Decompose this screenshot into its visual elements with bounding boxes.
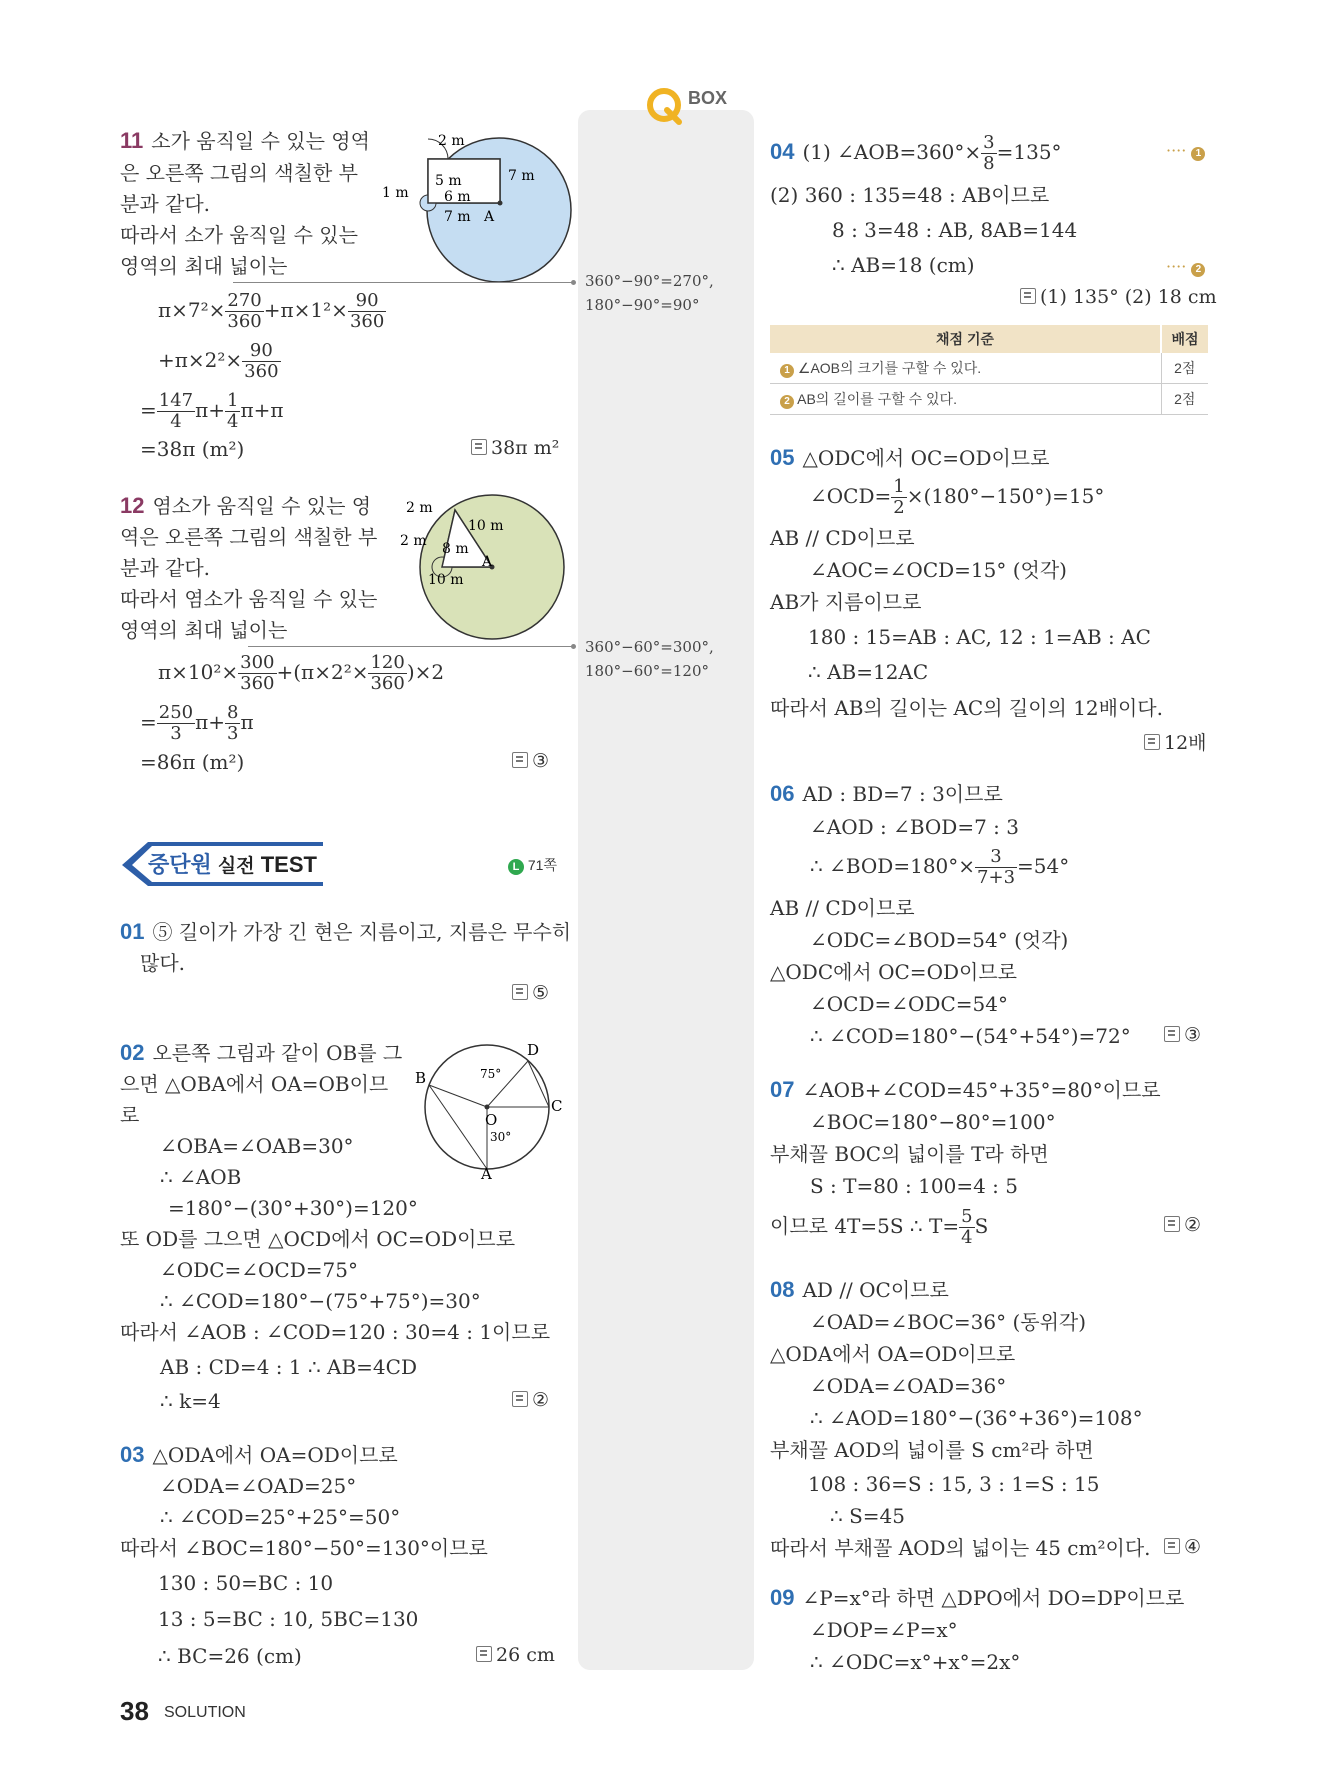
q11-fig-label-g: A [484,209,495,225]
section-ref: L 71쪽 [508,855,557,875]
q11-eq2: +π×2²× $\frac{90}{360}$ [158,340,279,382]
q12-fig-label-e: 10 m [428,572,464,588]
q12-connector-line [248,646,573,647]
q11-line3: 분과 같다. [120,192,210,216]
q12-line4: 따라서 염소가 움직일 수 있는 [120,587,378,611]
q05-line8: 따라서 AB의 길이는 AC의 길이의 12배이다. [770,696,1163,720]
q12-fig-label-f: A [482,554,493,570]
ref-icon: L [508,859,524,875]
criteria-header: 채점 기준 [770,325,1161,353]
q01-answer: ⑤ [512,982,549,1004]
q08-line9: 따라서 부채꼴 AOD의 넓이는 45 cm²이다. [770,1536,1151,1560]
q02-line5: ∴ ∠AOB [160,1165,242,1189]
q08-line8: ∴ S=45 [830,1504,905,1528]
q07-line4: S : T=80 : 100=4 : 5 [810,1174,1018,1198]
q08-line4: ∠ODA=∠OAD=36° [810,1374,1007,1398]
q02-fig-angle1: 75° [480,1067,502,1081]
q11-answer: 38π m² [471,437,559,459]
section-header [118,838,328,888]
q03-line4: 따라서 ∠BOC=180°−50°=130°이므로 [120,1536,488,1560]
q12-answer: ③ [512,750,549,772]
section-title-2: 실전 [217,856,255,877]
q03-line5: 130 : 50=BC : 10 [158,1571,334,1595]
q04-step1-marker: ···· 1 [1166,141,1205,161]
q11-side-note1: 360°−90°=270°, [585,272,714,290]
q06-line7: ∠OCD=∠ODC=54° [810,992,1008,1016]
q12-fig-label-d: 8 m [442,541,469,557]
answer-icon [471,439,487,455]
q08-answer: ④ [1164,1536,1201,1558]
q07-line3: 부채꼴 BOC의 넓이를 T라 하면 [770,1142,1049,1166]
answer-icon [1164,1026,1180,1042]
q02-line6: =180°−(30°+30°)=120° [168,1196,418,1220]
q04-answer: (1) 135° (2) 18 cm [1020,286,1217,308]
q12-side-note1: 360°−60°=300°, [585,638,714,656]
q11-eq3: = $\frac{147}{4}$ π+ $\frac{1}{4}$ π+π [140,390,284,432]
q04-step2-marker: ···· 2 [1166,257,1205,277]
q12-fig-label-a: 2 m [406,500,433,516]
q02-line10: 따라서 ∠AOB : ∠COD=120 : 30=4 : 1이므로 [120,1320,551,1344]
q03-answer: 26 cm [476,1644,555,1666]
q11-eq4: =38π (m²) [140,437,245,461]
q04-line1: 04 (1) ∠AOB=360°× $\frac{3}{8}$ =135° [770,132,1062,174]
q11-figure [380,125,580,285]
page-number: 38 [120,1696,149,1726]
q11-line2: 은 오른쪽 그림의 색칠한 부 [120,161,358,185]
q08-line1: 08 AD // OC이므로 [770,1277,949,1302]
q06-line5: ∠ODC=∠BOD=54° (엇각) [810,928,1069,952]
q02-figure [415,1035,565,1180]
q04-criteria-table [770,325,1208,415]
q04-line3: 8 : 3=48 : AB, 8AB=144 [832,218,1078,242]
q04-line4: ∴ AB=18 (cm) [832,253,975,277]
answer-icon [1020,288,1036,304]
q09-line1: 09 ∠P=x°라 하면 △DPO에서 DO=DP이므로 [770,1585,1185,1610]
q06-line3: ∴ ∠BOD=180°× $\frac{3}{7+3}$ =54° [810,846,1070,888]
q12-eq1: π×10²× $\frac{300}{360}$ +(π×2²× $\frac{120}{360}$ )×2 [158,652,445,694]
answer-icon [512,984,528,1000]
q11-line1: 11 소가 움직일 수 있는 영역 [120,128,370,153]
q02-line11: AB : CD=4 : 1 ∴ AB=4CD [160,1355,417,1379]
q07-line5: 이므로 4T=5S ∴ T= $\frac{5}{4}$ S [770,1206,989,1248]
q02-line12: ∴ k=4 [160,1389,221,1413]
q09-line2: ∠DOP=∠P=x° [810,1618,958,1642]
q12-side-note2: 180°−60°=120° [585,662,709,680]
q02-fig-label-o: O [485,1111,498,1129]
q11-fig-label-f: 7 m [444,209,471,225]
q11-fig-label-c: 1 m [382,185,409,201]
q11-eq1: π×7²× $\frac{270}{360}$ +π×1²× $\frac{90}{360}$ [158,290,385,332]
q02-line8: ∠ODC=∠OCD=75° [160,1258,358,1282]
q11-fig-label-d: 5 m [435,173,462,189]
q07-line1: 07 ∠AOB+∠COD=45°+35°=80°이므로 [770,1077,1161,1102]
q08-line6: 부채꼴 AOD의 넓이를 S cm²라 하면 [770,1438,1094,1462]
q11-connector-line [233,282,573,283]
answer-icon [476,1646,492,1662]
q05-line6: 180 : 15=AB : AC, 12 : 1=AB : AC [808,625,1151,649]
q06-answer: ③ [1164,1024,1201,1046]
criteria-row-1-points: 2점 [1161,353,1208,384]
q02-fig-label-b: B [415,1069,427,1087]
q08-line7: 108 : 36=S : 15, 3 : 1=S : 15 [808,1472,1100,1496]
q03-line7: ∴ BC=26 (cm) [158,1644,302,1668]
q02-line7: 또 OD를 그으면 △OCD에서 OC=OD이므로 [120,1227,516,1251]
q05-line2: ∠OCD= $\frac{1}{2}$ ×(180°−150°)=15° [810,476,1105,518]
q02-fig-label-a: A [481,1165,492,1180]
q12-eq2: = $\frac{250}{3}$ π+ $\frac{8}{3}$ π [140,702,254,744]
answer-icon [512,1391,528,1407]
q01-line2: 많다. [140,951,185,975]
q02-line1: 02 오른쪽 그림과 같이 OB를 그 [120,1040,403,1065]
q02-line2: 으면 △OBA에서 OA=OB이므 [120,1072,389,1096]
section-title-1: 중단원 [148,852,212,877]
q06-line2: ∠AOD : ∠BOD=7 : 3 [810,815,1020,839]
q02-line3: 로 [120,1103,140,1127]
answer-icon [1164,1538,1180,1554]
q12-eq3: =86π (m²) [140,750,245,774]
q08-line3: △ODA에서 OA=OD이므로 [770,1342,1016,1366]
q02-fig-label-c: C [551,1097,563,1115]
points-header: 배점 [1161,325,1208,353]
q08-line2: ∠OAD=∠BOC=36° (동위각) [810,1310,1087,1334]
q12-line1: 12 염소가 움직일 수 있는 영 [120,493,372,518]
q03-line6: 13 : 5=BC : 10, 5BC=130 [158,1607,419,1631]
q02-answer: ② [512,1389,549,1411]
answer-icon [1164,1216,1180,1232]
footer-label: SOLUTION [164,1704,246,1721]
q07-answer: ② [1164,1214,1201,1236]
criteria-row-2-points: 2점 [1161,384,1208,415]
q06-line8: ∴ ∠COD=180°−(54°+54°)=72° [810,1024,1131,1048]
q02-line4: ∠OBA=∠OAB=30° [160,1134,354,1158]
section-title-3: TEST [260,852,317,877]
q08-line5: ∴ ∠AOD=180°−(36°+36°)=108° [810,1406,1143,1430]
q05-line7: ∴ AB=12AC [808,660,929,684]
box-column [578,110,754,1670]
q12-line2: 역은 오른쪽 그림의 색칠한 부 [120,525,378,549]
q02-fig-label-d: D [527,1041,540,1059]
q02-fig-angle2: 30° [490,1130,512,1144]
q01-line1: 01 ⑤ 길이가 가장 긴 현은 지름이고, 지름은 무수히 [120,919,572,944]
q12-line5: 영역의 최대 넓이는 [120,618,288,642]
q05-line4: ∠AOC=∠OCD=15° (엇각) [810,558,1067,582]
q06-line1: 06 AD : BD=7 : 3이므로 [770,781,1003,806]
q11-fig-label-a: 2 m [438,133,465,149]
q06-line6: △ODC에서 OC=OD이므로 [770,960,1017,984]
q12-connector-dot [571,644,576,649]
q-box-logo [645,86,685,130]
answer-icon [1144,734,1160,750]
box-label: BOX [688,88,728,108]
q05-line5: AB가 지름이므로 [770,590,922,614]
q11-connector-dot [571,280,576,285]
q-icon [645,86,685,126]
criteria-row-1: 1 ∠AOB의 크기를 구할 수 있다. [770,353,1161,384]
q05-answer: 12배 [1144,728,1207,755]
q03-line2: ∠ODA=∠OAD=25° [160,1474,357,1498]
answer-icon [512,752,528,768]
criteria-row-2: 2 AB의 길이를 구할 수 있다. [770,384,1161,415]
q12-fig-label-c: 10 m [468,518,504,534]
q11-line5: 영역의 최대 넓이는 [120,254,288,278]
q06-line4: AB // CD이므로 [770,896,915,920]
q03-line3: ∴ ∠COD=25°+25°=50° [160,1505,401,1529]
q03-line1: 03 △ODA에서 OA=OD이므로 [120,1442,398,1467]
q07-line2: ∠BOC=180°−80°=100° [810,1110,1056,1134]
q11-side-note2: 180°−90°=90° [585,296,700,314]
q11-fig-label-e: 6 m [444,189,471,205]
q12-fig-label-b: 2 m [400,533,427,549]
q09-line3: ∴ ∠ODC=x°+x°=2x° [810,1650,1021,1674]
q12-figure [390,490,590,650]
q02-line9: ∴ ∠COD=180°−(75°+75°)=30° [160,1289,481,1313]
q05-line1: 05 △ODC에서 OC=OD이므로 [770,445,1050,470]
q11-line4: 따라서 소가 움직일 수 있는 [120,223,358,247]
q04-line2: (2) 360 : 135=48 : AB이므로 [770,183,1050,207]
q05-line3: AB // CD이므로 [770,526,915,550]
q12-line3: 분과 같다. [120,556,210,580]
q11-fig-label-b: 7 m [508,168,535,184]
